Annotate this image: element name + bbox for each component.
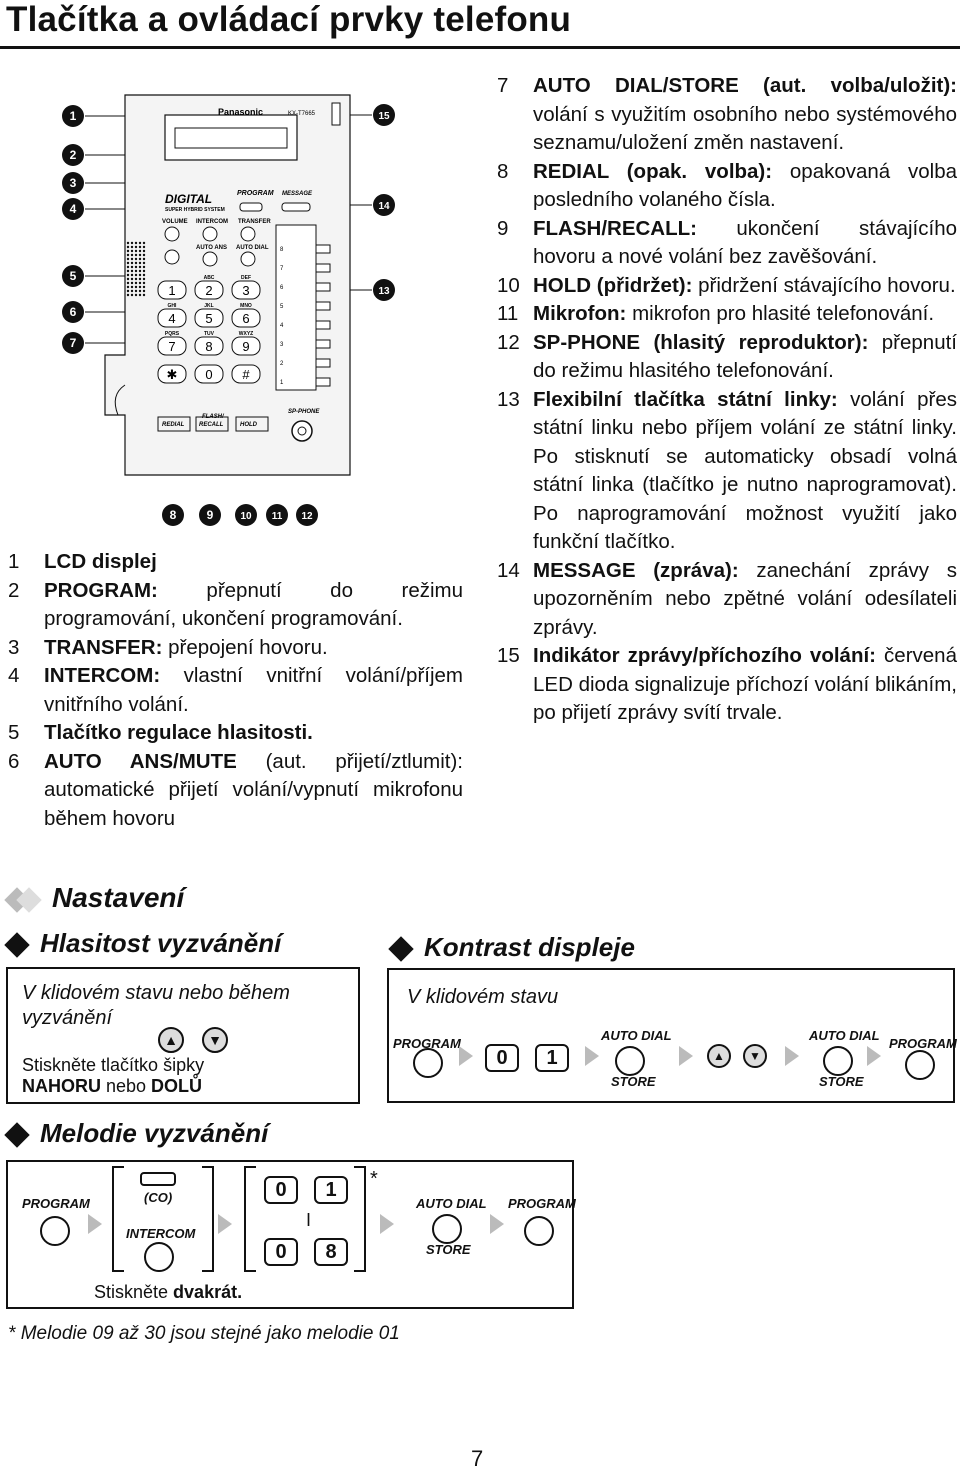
keypad-digit: ✱	[166, 367, 178, 382]
item-text: REDIAL (opak. volba): opakovaná volba posledního volaného čísla.	[533, 159, 957, 211]
right-description-list	[497, 72, 957, 728]
footnote: * Melodie 09 až 30 jsou stejné jako melodie 01	[8, 1323, 400, 1344]
bracket-right	[202, 1166, 214, 1272]
arrow-right-icon	[679, 1046, 693, 1066]
arrow-right-icon	[380, 1214, 394, 1234]
arrow-right-icon	[585, 1046, 599, 1066]
callout-8	[162, 504, 184, 526]
list-item	[497, 642, 957, 728]
list-item	[497, 215, 957, 272]
page-number: 7	[471, 1446, 484, 1471]
digital-logo: DIGITAL	[165, 192, 213, 206]
line-number: 1	[280, 380, 284, 386]
line-key	[316, 264, 330, 272]
key-1[interactable]: 1	[314, 1176, 348, 1204]
contrast-program-button[interactable]	[413, 1048, 443, 1078]
melody-store-label: STORE	[426, 1242, 471, 1257]
brand-label: Panasonic	[218, 107, 264, 117]
callout-number: 3	[69, 176, 77, 190]
callout-number: 13	[378, 286, 390, 297]
keypad-digit: 0	[205, 367, 213, 382]
contrast-store-label: STORE	[611, 1074, 656, 1089]
melody-autodial-label: AUTO DIAL	[416, 1196, 487, 1211]
key-8[interactable]: 8	[314, 1238, 348, 1266]
line-key	[316, 359, 330, 367]
led-indicator	[332, 103, 340, 125]
callout-number: 5	[69, 269, 77, 283]
callouts-bottom	[162, 504, 318, 526]
keypad-letters: DEF	[241, 275, 251, 281]
contrast-autodial-button[interactable]	[615, 1046, 645, 1076]
intercom-label: INTERCOM	[196, 219, 228, 225]
ring-volume-state: V klidovém stavu nebo během vyzvánění	[22, 982, 290, 1029]
melody-program2-label: PROGRAM	[508, 1196, 576, 1211]
item-text: Mikrofon: mikrofon pro hlasité telefonování.	[533, 302, 935, 325]
list-item	[8, 719, 463, 748]
redial-label: REDIAL	[162, 422, 185, 428]
item-number: 1	[8, 550, 20, 573]
list-item	[497, 158, 957, 215]
melody-heading: Melodie vyzvánění	[8, 1118, 268, 1149]
co-key[interactable]	[140, 1172, 176, 1186]
arrow-right-icon	[785, 1046, 799, 1066]
callout-2	[62, 144, 84, 166]
item-number: 3	[8, 635, 20, 659]
line-number: 2	[280, 361, 284, 367]
intercom-button[interactable]	[144, 1242, 174, 1272]
callout-number: 2	[69, 148, 77, 162]
recall-label: RECALL	[199, 422, 224, 428]
item-number: 8	[497, 159, 509, 183]
keypad-digit: 5	[205, 311, 213, 326]
line-number: 6	[280, 285, 284, 291]
hybrid-logo: SUPER HYBRID SYSTEM	[165, 207, 225, 213]
list-item	[8, 548, 463, 577]
item-number: 14	[497, 558, 520, 582]
program-key-label: PROGRAM	[237, 190, 274, 197]
melody-program-label: PROGRAM	[22, 1196, 90, 1211]
line-number: 4	[280, 323, 284, 329]
key-0[interactable]: 0	[485, 1044, 519, 1072]
left-description-list	[8, 548, 463, 833]
item-text: AUTO DIAL/STORE (aut. volba/uložit): volání s využitím osobního nebo systémového seznamu/uložení změn nastavení.	[533, 74, 957, 154]
list-item	[497, 386, 957, 557]
up-arrow-icon[interactable]: ▲	[158, 1027, 184, 1053]
microphone-icon	[298, 427, 306, 435]
callout-11	[266, 504, 288, 526]
callout-number: 7	[69, 336, 77, 350]
bracket-right	[354, 1166, 366, 1272]
message-key-label: MESSAGE	[282, 191, 313, 197]
key-0[interactable]: 0	[264, 1176, 298, 1204]
item-number: 7	[497, 74, 509, 97]
auto-ans-label: AUTO ANS	[196, 245, 228, 251]
callout-number: 1	[69, 109, 77, 123]
callout-1	[62, 105, 84, 127]
contrast-program-label: PROGRAM	[393, 1036, 461, 1051]
transfer-button	[241, 227, 255, 241]
line-number: 8	[280, 247, 284, 253]
melody-program2-button[interactable]	[524, 1216, 554, 1246]
line-key	[316, 245, 330, 253]
keypad-digit: 6	[242, 311, 250, 326]
page-title: Tlačítka a ovládací prvky telefonu	[6, 0, 572, 39]
item-number: 6	[8, 749, 20, 773]
contrast-store2-label: STORE	[819, 1074, 864, 1089]
arrow-right-icon	[459, 1046, 473, 1066]
volume-label: VOLUME	[162, 219, 188, 225]
callout-number: 4	[69, 202, 77, 216]
callout-13	[373, 279, 395, 301]
contrast-program2-button[interactable]	[905, 1050, 935, 1080]
callout-number: 10	[240, 511, 252, 522]
list-item	[8, 662, 463, 719]
item-text: LCD displej	[44, 550, 157, 573]
melody-autodial-button[interactable]	[432, 1214, 462, 1244]
contrast-state: V klidovém stavu	[407, 986, 559, 1008]
program-key	[240, 203, 262, 211]
contrast-autodial2-label: AUTO DIAL	[809, 1028, 880, 1043]
arrow-right-icon	[490, 1214, 504, 1234]
contrast-box	[387, 968, 955, 1103]
callout-9	[199, 504, 221, 526]
item-number: 5	[8, 721, 20, 744]
item-text: TRANSFER: přepojení hovoru.	[44, 635, 328, 659]
item-number: 10	[497, 273, 520, 297]
list-item	[497, 72, 957, 158]
list-item	[497, 300, 957, 329]
key-1[interactable]: 1	[535, 1044, 569, 1072]
item-number: 12	[497, 330, 520, 354]
contrast-program2-label: PROGRAM	[889, 1036, 957, 1051]
range-separator: I	[306, 1210, 312, 1230]
contrast-autodial2-button[interactable]	[823, 1046, 853, 1076]
keypad-digit: #	[242, 367, 250, 382]
line-key	[316, 302, 330, 310]
callout-number: 9	[206, 508, 214, 522]
intercom-label: INTERCOM	[126, 1226, 196, 1241]
keypad-digit: 3	[242, 283, 250, 298]
keypad-letters: MNO	[240, 303, 252, 309]
diamond-icon	[4, 1122, 29, 1147]
volume-up-button	[165, 227, 179, 241]
line-key	[316, 283, 330, 291]
auto-dial-label: AUTO DIAL	[236, 245, 269, 251]
item-text: Tlačítko regulace hlasitosti.	[44, 721, 313, 744]
keypad-letters: TUV	[204, 331, 214, 337]
keypad-letters: WXYZ	[238, 331, 254, 337]
item-text: MESSAGE (zpráva): zanechání zprávy s upozorněním nebo zpětné volání odesílateli zprávy.	[533, 558, 957, 639]
item-text: Indikátor zprávy/příchozího volání: červená LED dioda signalizuje příchozí volání blikáním, po přijetí zprávy svítí trvale.	[533, 644, 957, 724]
keypad-digit: 1	[168, 283, 176, 298]
flash-label: FLASH/	[202, 414, 224, 420]
keypad-letters: JKL	[204, 303, 214, 309]
callout-14	[373, 194, 395, 216]
line-key	[316, 378, 330, 386]
list-item	[497, 557, 957, 643]
item-text: SP-PHONE (hlasitý reproduktor): přepnutí do režimu hlasitého telefonování.	[533, 330, 957, 382]
item-number: 9	[497, 216, 509, 240]
keypad-digit: 8	[205, 339, 213, 354]
callout-number: 11	[271, 511, 283, 522]
item-text: Flexibilní tlačítka státní linky: volání přes státní linku nebo příjem volání ze státní linky. Po stisknutí se automaticky obsadí volná státní linka (tlačítko je nutno naprogramovat). Po naprogramování možnost využití jako funkční tlačítko.	[533, 387, 957, 553]
line-number: 3	[280, 342, 284, 348]
item-text: PROGRAM: přepnutí do režimu programování, ukončení programování.	[44, 578, 463, 630]
keypad-letters: PQRS	[164, 331, 180, 337]
callout-6	[62, 301, 84, 323]
bracket-left	[244, 1166, 256, 1272]
item-text: AUTO ANS/MUTE (aut. přijetí/ztlumit): automatické přijetí volání/vypnutí mikrofonu během hovoru	[44, 749, 463, 830]
callout-number: 15	[378, 111, 390, 122]
line-key	[316, 340, 330, 348]
callout-15	[373, 104, 395, 126]
item-text: FLASH/RECALL: ukončení stávajícího hovoru a nové volání bez zavěšování.	[533, 216, 957, 268]
item-text: HOLD (přidržet): přidržení stávajícího hovoru.	[533, 273, 956, 297]
keypad-digit: 4	[168, 311, 176, 326]
line-key	[316, 321, 330, 329]
callout-number: 14	[378, 201, 390, 212]
intercom-button	[203, 227, 217, 241]
arrow-right-icon	[218, 1214, 232, 1234]
down-arrow-icon[interactable]: ▼	[202, 1027, 228, 1053]
arrow-right-icon	[867, 1046, 881, 1066]
melody-box	[6, 1160, 574, 1309]
line-number: 5	[280, 304, 284, 310]
model-label: KX-T7665	[288, 111, 316, 117]
item-number: 4	[8, 664, 20, 687]
callouts-right	[350, 104, 395, 301]
callout-10	[235, 504, 257, 526]
ring-volume-box	[6, 967, 360, 1104]
down-arrow-icon[interactable]: ▼	[743, 1044, 767, 1068]
callout-12	[296, 504, 318, 526]
keypad-digit: 7	[168, 339, 176, 354]
hold-label: HOLD	[240, 422, 257, 428]
phone-illustration	[50, 85, 430, 545]
line-number: 7	[280, 266, 284, 272]
callout-3	[62, 172, 84, 194]
settings-heading: Nastavení	[8, 882, 184, 914]
list-item	[497, 272, 957, 301]
item-number: 11	[497, 302, 519, 325]
transfer-label: TRANSFER	[238, 219, 271, 225]
sp-phone-label: SP-PHONE	[288, 409, 320, 415]
key-0[interactable]: 0	[264, 1238, 298, 1266]
contrast-heading: Kontrast displeje	[392, 932, 635, 963]
auto-dial-button	[241, 252, 255, 266]
press-twice-note: Stiskněte dvakrát.	[94, 1282, 243, 1302]
item-number: 2	[8, 578, 20, 602]
callout-number: 6	[69, 305, 77, 319]
melody-program-button[interactable]	[40, 1216, 70, 1246]
item-text: INTERCOM: vlastní vnitřní volání/příjem vnitřního volání.	[44, 664, 463, 716]
lcd-display	[165, 115, 297, 160]
callout-4	[62, 198, 84, 220]
item-number: 15	[497, 644, 520, 667]
keypad-digit: 9	[242, 339, 250, 354]
keypad-digit: 2	[205, 283, 213, 298]
volume-down-button	[165, 250, 179, 264]
message-key	[282, 203, 310, 211]
contrast-autodial-label: AUTO DIAL	[601, 1028, 672, 1043]
item-number: 13	[497, 387, 520, 411]
diamond-icon	[388, 936, 413, 961]
callout-number: 12	[301, 511, 313, 522]
keypad-letters: GHI	[167, 303, 177, 309]
callout-5	[62, 265, 84, 287]
bracket-left	[112, 1166, 124, 1272]
asterisk-mark: *	[370, 1168, 378, 1190]
up-arrow-icon[interactable]: ▲	[707, 1044, 731, 1068]
ring-volume-instruction: Stiskněte tlačítko šipky NAHORU nebo DOLŮ	[22, 1055, 205, 1096]
callout-number: 8	[169, 508, 177, 522]
list-item	[497, 329, 957, 386]
list-item	[8, 577, 463, 634]
title-rule	[0, 46, 960, 49]
keypad-letters: ABC	[203, 275, 215, 281]
ring-volume-heading: Hlasitost vyzvánění	[8, 928, 281, 959]
list-item	[8, 748, 463, 834]
callout-7	[62, 332, 84, 354]
list-item	[8, 634, 463, 663]
diamond-icon	[4, 932, 29, 957]
auto-ans-button	[203, 252, 217, 266]
co-label: (CO)	[144, 1190, 173, 1205]
arrow-right-icon	[88, 1214, 102, 1234]
